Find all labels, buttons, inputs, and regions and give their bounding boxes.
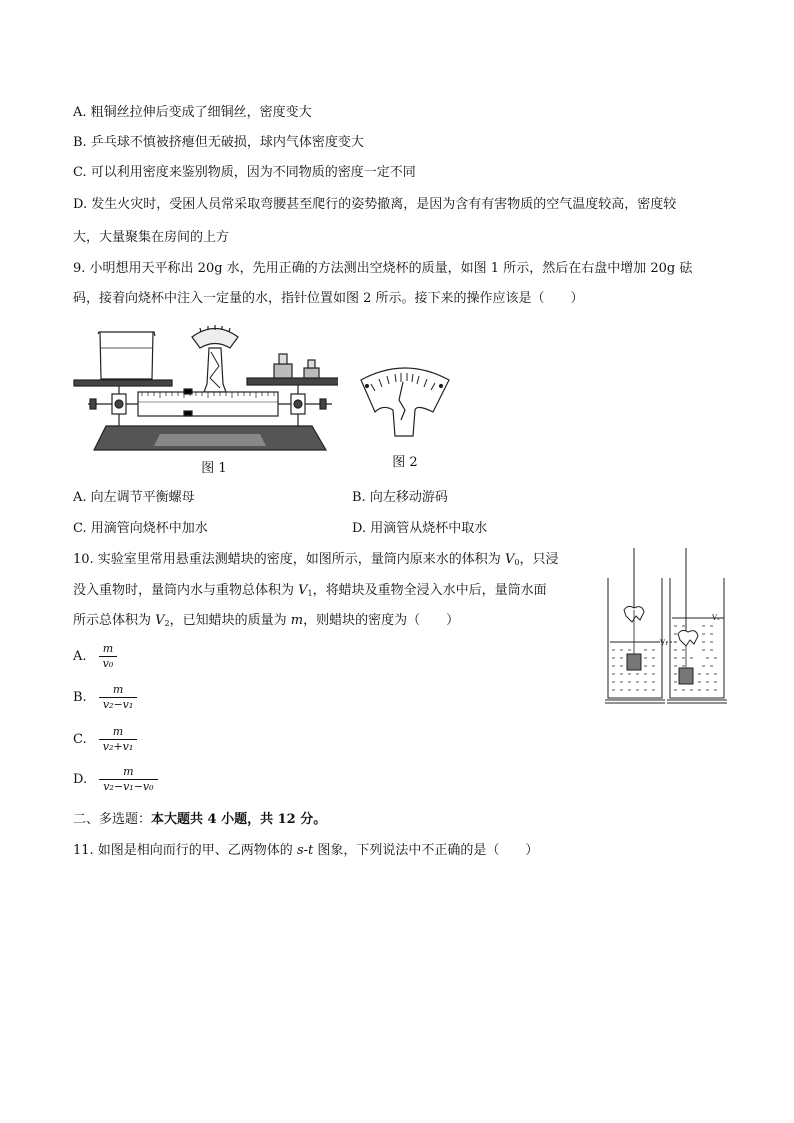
q10-stem-line3: 所示总体积为 $V_2$，已知蜡块的质量为 m，则蜡块的密度为（ ） <box>73 613 460 628</box>
fig-label-v1: V₁ <box>660 639 668 647</box>
q8-option-d-line2: 大，大量聚集在房间的上方 <box>73 230 230 245</box>
fig1-label: 图 1 <box>201 461 227 476</box>
q10-option-b: B. $\frac{m}{\text{v₂−v₁}}$ <box>73 684 137 712</box>
fig2-label: 图 2 <box>392 455 418 470</box>
q8-option-c: C. 可以利用密度来鉴别物质，因为不同物质的密度一定不同 <box>73 165 416 180</box>
q9-option-b: B. 向左移动游码 <box>352 490 448 505</box>
q8-option-a: A. 粗铜丝拉伸后变成了细铜丝，密度变大 <box>73 105 312 120</box>
q10-option-c: C. $\frac{m}{\text{v₂+v₁}}$ <box>73 726 137 754</box>
q10-option-d: D. $\frac{m}{\text{v₂−v₁−v₀}}$ <box>73 766 158 794</box>
balance-figure <box>70 322 338 477</box>
q8-option-b: B. 乒乓球不慎被挤瘪但无破损，球内气体密度变大 <box>73 135 364 150</box>
q10-stem-line2: 没入重物时，量筒内水与重物总体积为 $V_1$，将蜡块及重物全浸入水中后，量筒水面 <box>73 583 547 598</box>
section-heading: 二、多选题：本大题共 4 小题，共 12 分。 <box>73 812 327 827</box>
q9-stem-line1: 9. 小明想用天平称出 20g 水，先用正确的方法测出空烧杯的质量，如图 1 所示，然后在右盘中增加 20g 砝 <box>73 261 693 276</box>
q8-option-d-line1: D. 发生火灾时，受困人员常采取弯腰甚至爬行的姿势撤离，是因为含有有害物质的空气温度较高，密度较 <box>73 197 677 212</box>
q9-stem-line2: 码，接着向烧杯中注入一定量的水，指针位置如图 2 所示。接下来的操作应该是（ ） <box>73 291 584 306</box>
q11-stem: 11. 如图是相向而行的甲、乙两物体的 s-t 图象，下列说法中不正确的是（ ） <box>73 843 539 858</box>
fig-label-v2: V₂ <box>712 614 720 622</box>
pointer-dial-figure <box>355 362 455 474</box>
q9-option-a: A. 向左调节平衡螺母 <box>73 490 195 505</box>
cylinders-figure <box>602 548 732 706</box>
q9-option-c: C. 用滴管向烧杯中加水 <box>73 521 208 536</box>
q10-option-a: A. $\frac{m}{\text{v₀}}$ <box>73 643 117 671</box>
q10-stem-line1: 10. 实验室里常用悬重法测蜡块的密度，如图所示，量筒内原来水的体积为 $V_0$，只浸 <box>73 552 559 567</box>
q9-option-d: D. 用滴管从烧杯中取水 <box>352 521 488 536</box>
